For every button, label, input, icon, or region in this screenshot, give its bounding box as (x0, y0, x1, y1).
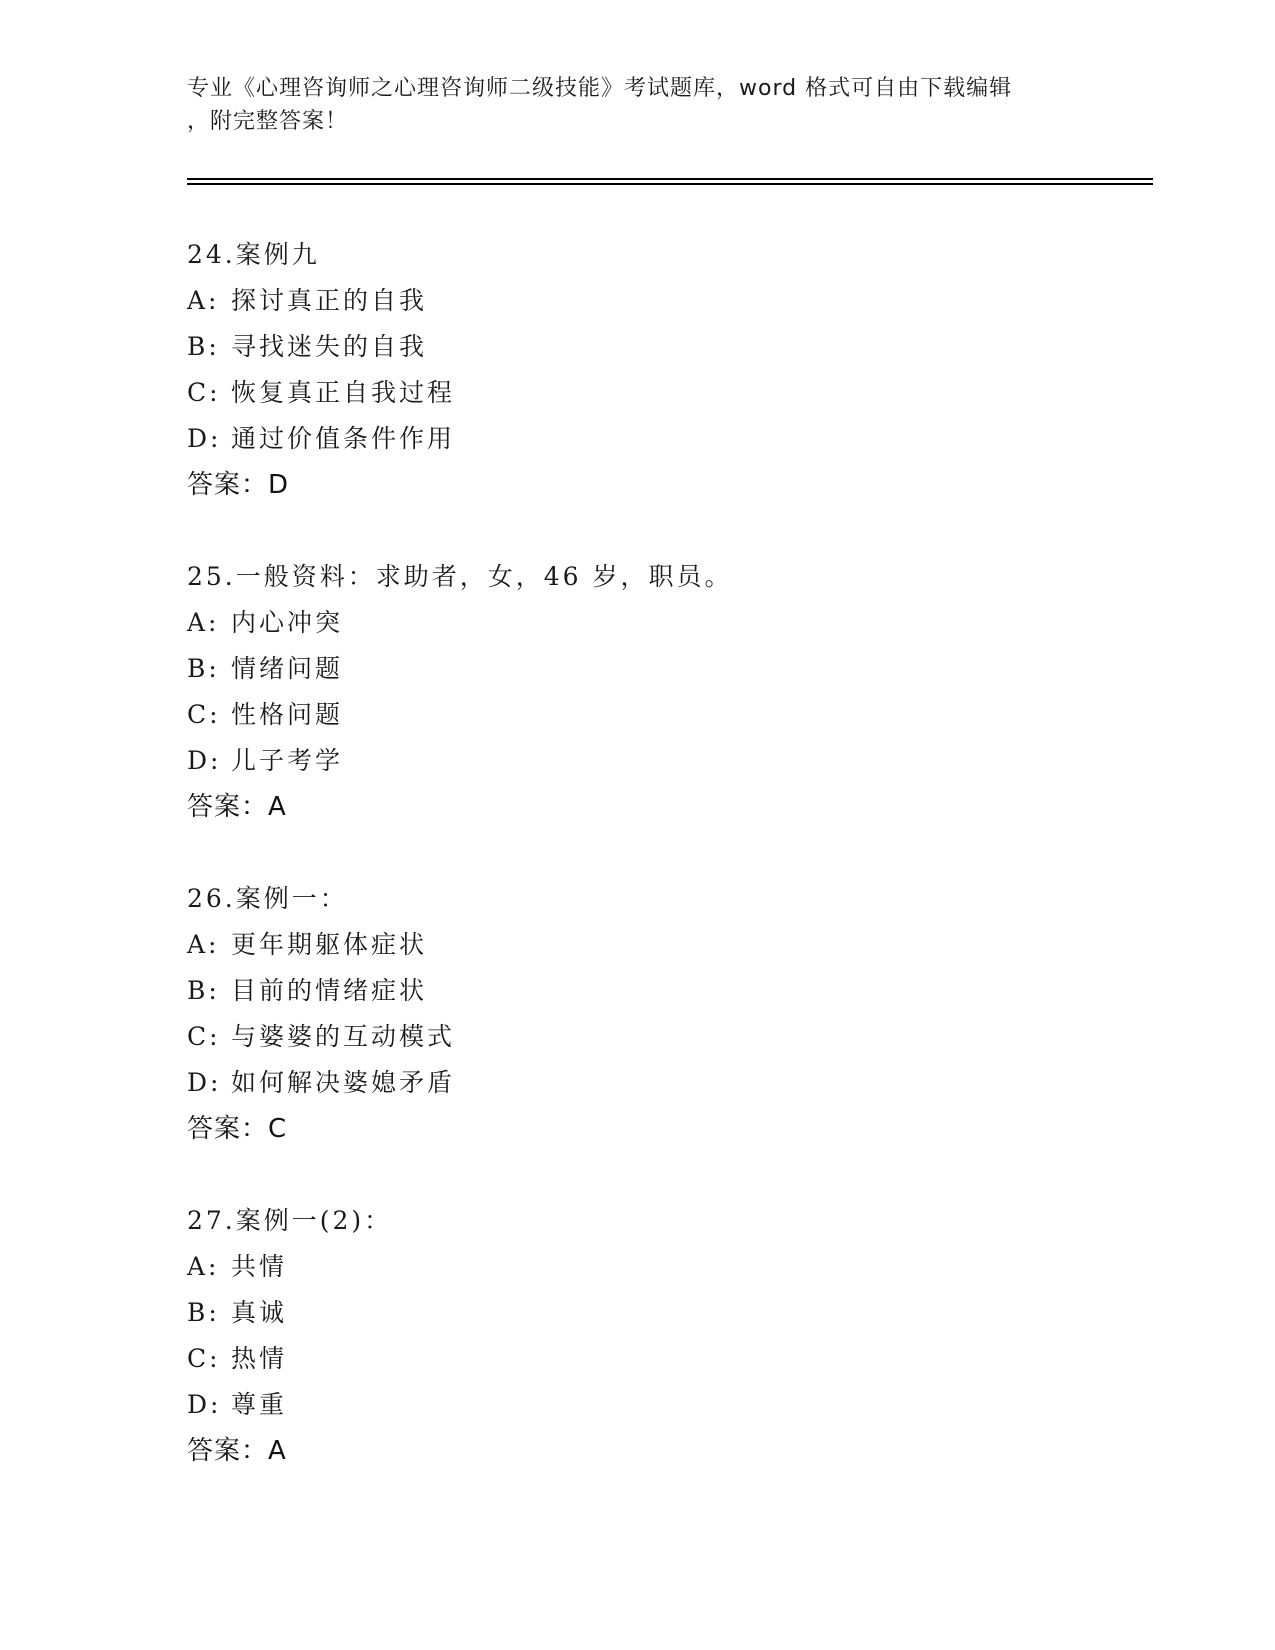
option-b (187, 646, 1147, 692)
option-text: 热情 (231, 1344, 288, 1373)
option-a (187, 278, 1147, 324)
question-stem: 26.案例一： (187, 884, 348, 913)
answer-line: 答案：C (187, 1114, 288, 1144)
option-c (187, 370, 1147, 416)
option-b (187, 1290, 1147, 1336)
option-text: 更年期躯体症状 (231, 930, 428, 959)
header-divider-bottom (187, 183, 1153, 185)
option-key: C: (187, 700, 221, 729)
document-header (187, 72, 1087, 138)
answer-line: 答案：A (187, 792, 287, 822)
answer-line: 答案：D (187, 470, 290, 500)
option-text: 尊重 (231, 1390, 288, 1419)
option-d (187, 1060, 1147, 1106)
option-d (187, 1382, 1147, 1428)
option-key: C: (187, 1022, 221, 1051)
question-stem: 27.案例一(2)： (187, 1206, 393, 1235)
option-c (187, 1336, 1147, 1382)
header-line-2: ，附完整答案！ (187, 109, 349, 134)
option-key: C: (187, 378, 221, 407)
option-c (187, 692, 1147, 738)
header-divider-top (187, 178, 1153, 180)
option-b (187, 968, 1147, 1014)
option-text: 寻找迷失的自我 (231, 332, 428, 361)
option-c (187, 1014, 1147, 1060)
question-24 (187, 232, 1147, 508)
option-text: 探讨真正的自我 (231, 286, 428, 315)
question-list (187, 232, 1147, 1520)
option-text: 内心冲突 (231, 608, 344, 637)
question-stem: 24.案例九 (187, 240, 320, 269)
option-text: 真诚 (231, 1298, 288, 1327)
option-text: 性格问题 (231, 700, 344, 729)
option-key: B: (187, 654, 220, 683)
option-text: 通过价值条件作用 (231, 424, 456, 453)
option-key: D: (187, 746, 222, 775)
option-b (187, 324, 1147, 370)
option-key: B: (187, 976, 220, 1005)
option-d (187, 738, 1147, 784)
option-text: 与婆婆的互动模式 (231, 1022, 456, 1051)
option-key: D: (187, 424, 222, 453)
option-key: C: (187, 1344, 221, 1373)
question-25 (187, 554, 1147, 830)
option-key: A: (187, 1252, 220, 1281)
option-a (187, 922, 1147, 968)
option-key: A: (187, 286, 220, 315)
option-text: 恢复真正自我过程 (231, 378, 456, 407)
option-key: B: (187, 1298, 220, 1327)
option-text: 目前的情绪症状 (231, 976, 428, 1005)
option-d (187, 416, 1147, 462)
option-key: B: (187, 332, 220, 361)
answer-line: 答案：A (187, 1436, 287, 1466)
option-text: 如何解决婆媳矛盾 (231, 1068, 456, 1097)
option-key: D: (187, 1390, 222, 1419)
header-line-1: 专业《心理咨询师之心理咨询师二级技能》考试题库，word 格式可自由下载编辑 (187, 76, 1013, 101)
option-key: A: (187, 608, 220, 637)
option-a (187, 1244, 1147, 1290)
question-27 (187, 1198, 1147, 1474)
question-stem: 25.一般资料：求助者，女，46 岁，职员。 (187, 562, 733, 591)
question-26 (187, 876, 1147, 1152)
option-text: 儿子考学 (231, 746, 344, 775)
option-text: 共情 (231, 1252, 288, 1281)
option-key: A: (187, 930, 220, 959)
option-a (187, 600, 1147, 646)
option-key: D: (187, 1068, 222, 1097)
option-text: 情绪问题 (231, 654, 344, 683)
